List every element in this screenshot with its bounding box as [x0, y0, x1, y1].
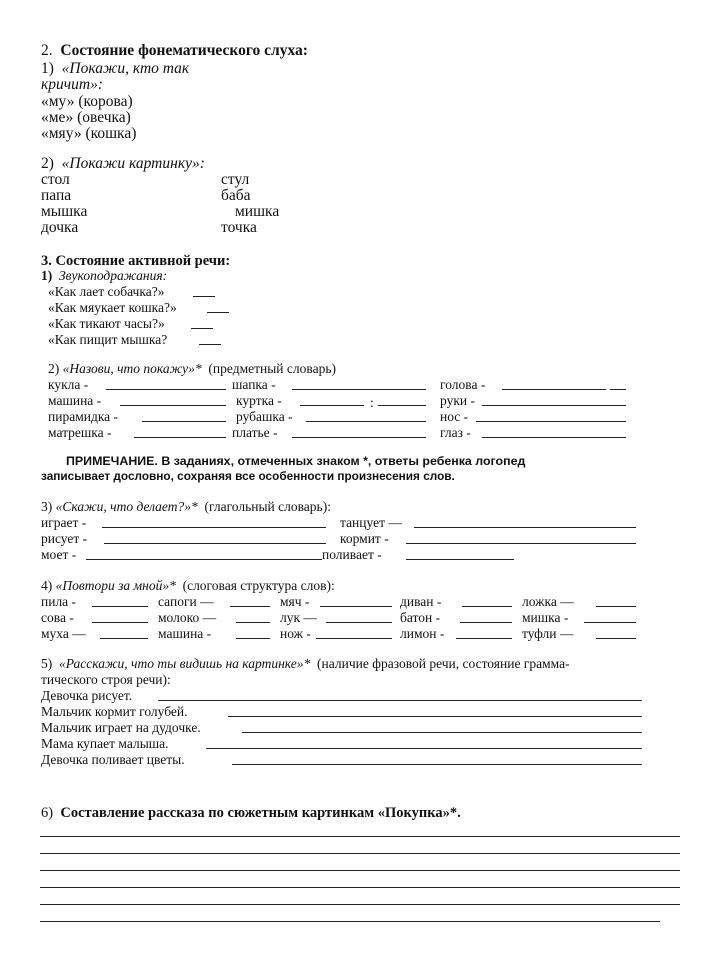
answer-line[interactable]	[92, 606, 148, 607]
answer-line[interactable]	[100, 638, 148, 639]
s3-q1-item: «Как лает собачка?»	[48, 284, 165, 299]
s3-q2-word: матрешка -	[48, 425, 112, 440]
s2-q2-right-word: мишка	[235, 203, 280, 220]
s3-q1-heading: 1) Звукоподражания:	[41, 268, 168, 283]
s3-q2-word: руки -	[440, 393, 475, 408]
answer-line[interactable]	[316, 638, 392, 639]
s6-heading: 6) Составление рассказа по сюжетным картинкам «Покупка»*.	[41, 805, 461, 821]
answer-line[interactable]	[207, 312, 229, 313]
answer-line[interactable]	[193, 296, 215, 297]
answer-line[interactable]	[158, 700, 642, 701]
syllable-word: туфли —	[522, 626, 574, 641]
syllable-word: нож -	[280, 626, 311, 641]
s2-q2-left-word: папа	[41, 187, 72, 204]
answer-line[interactable]	[460, 622, 512, 623]
answer-line[interactable]	[86, 559, 322, 560]
answer-line[interactable]	[596, 606, 636, 607]
answer-line[interactable]	[230, 606, 270, 607]
answer-line[interactable]	[378, 405, 426, 406]
syllable-word: молоко —	[158, 610, 217, 625]
answer-line[interactable]	[406, 543, 636, 544]
answer-line[interactable]	[476, 421, 626, 422]
s2-q2-right-word: стул	[221, 171, 250, 188]
verb-word: танцует —	[340, 515, 402, 530]
answer-line[interactable]	[502, 389, 606, 390]
answer-line[interactable]	[300, 405, 364, 406]
s3-q2-word: шапка -	[232, 377, 276, 392]
syllable-word: лук —	[280, 610, 317, 625]
answer-line[interactable]	[596, 638, 636, 639]
section-2-heading	[41, 42, 308, 59]
answer-line[interactable]	[326, 622, 392, 623]
story-answer-line[interactable]	[40, 887, 680, 888]
syllable-word: мяч -	[280, 594, 310, 609]
syllable-word: диван -	[400, 594, 442, 609]
story-answer-line[interactable]	[40, 921, 660, 922]
answer-line[interactable]	[232, 764, 642, 765]
sentence-item: Девочка рисует.	[41, 688, 133, 703]
s2-q1-item: «ме» (овечка)	[41, 109, 131, 126]
verb-word: кормит -	[340, 531, 389, 546]
story-answer-line[interactable]	[40, 853, 680, 854]
answer-line[interactable]	[292, 389, 426, 390]
answer-line[interactable]	[462, 606, 512, 607]
s3-q2-heading: 2) «Назови, что покажу»* (предметный словарь)	[48, 361, 336, 376]
answer-line[interactable]	[610, 389, 626, 390]
s2-q2-left-word: дочка	[41, 219, 79, 236]
verb-word: рисует -	[41, 531, 88, 546]
s3-q2-word: платье -	[232, 425, 278, 440]
s3-q1-item: «Как тикают часы?»	[48, 316, 165, 331]
s2-q1-line2: кричит»:	[41, 76, 103, 93]
answer-line[interactable]	[456, 638, 512, 639]
syllable-word: пила -	[41, 594, 77, 609]
section-2-title: Состояние фонематического слуха:	[60, 42, 308, 59]
answer-line[interactable]	[482, 405, 626, 406]
s3-q1-item: «Как мяукает кошка?»	[48, 300, 177, 315]
answer-line[interactable]	[142, 421, 226, 422]
answer-line[interactable]	[242, 732, 642, 733]
note-line-2: записывает дословно, сохраняя все особенности произнесения слов.	[41, 469, 455, 483]
verb-word: моет -	[41, 547, 77, 562]
s3-q2-word: нос -	[440, 409, 469, 424]
s3-q2-word: куртка -	[236, 393, 282, 408]
answer-line[interactable]	[191, 328, 213, 329]
answer-line[interactable]	[236, 638, 270, 639]
s2-q2-right-word: точка	[221, 219, 257, 236]
sentence-item: Мальчик играет на дудочке.	[41, 720, 201, 735]
s2-q2-left-word: стол	[41, 171, 70, 188]
answer-line[interactable]	[104, 543, 326, 544]
answer-line[interactable]	[102, 527, 326, 528]
verb-word: играет -	[41, 515, 87, 530]
answer-line[interactable]	[414, 527, 636, 528]
s2-q2-right-word: баба	[221, 187, 251, 204]
s3-q2-colon: :	[370, 395, 374, 410]
s3-3-heading: 3) «Скажи, что делает?»* (глагольный словарь):	[41, 499, 331, 514]
section-3-title: 3. Состояние активной речи:	[41, 253, 231, 269]
answer-line[interactable]	[120, 405, 226, 406]
story-answer-line[interactable]	[40, 904, 680, 905]
syllable-word: сапоги —	[158, 594, 214, 609]
answer-line[interactable]	[406, 559, 514, 560]
verb-word: поливает -	[322, 547, 382, 562]
answer-line[interactable]	[199, 344, 221, 345]
answer-line[interactable]	[206, 748, 642, 749]
syllable-word: машина -	[158, 626, 212, 641]
answer-line[interactable]	[106, 389, 226, 390]
syllable-word: лимон -	[400, 626, 445, 641]
syllable-word: батон -	[400, 610, 441, 625]
answer-line[interactable]	[292, 437, 426, 438]
sentence-item: Мама купает малыша.	[41, 736, 169, 751]
s3-q2-word: голова -	[440, 377, 486, 392]
answer-line[interactable]	[482, 437, 626, 438]
syllable-word: мишка -	[522, 610, 569, 625]
answer-line[interactable]	[236, 622, 270, 623]
syllable-word: сова -	[41, 610, 74, 625]
s2-q1-item: «му» (корова)	[41, 93, 133, 110]
s4-heading: 4) «Повтори за мной»* (слоговая структура слов):	[41, 578, 335, 593]
s3-q2-word: пирамидка -	[48, 409, 119, 424]
s3-q2-word: рубашка -	[236, 409, 293, 424]
story-answer-line[interactable]	[40, 870, 680, 871]
syllable-word: муха —	[41, 626, 86, 641]
sentence-item: Мальчик кормит голубей.	[41, 704, 188, 719]
s2-q2-heading: 2) «Покажи картинку»:	[41, 155, 205, 172]
s3-q2-word: кукла -	[48, 377, 89, 392]
s2-q1-line1: 1) «Покажи, кто так	[41, 60, 190, 77]
answer-line[interactable]	[584, 622, 636, 623]
story-answer-line[interactable]	[40, 836, 680, 837]
s5-note-cont: тического строя речи):	[41, 672, 171, 687]
s3-q1-item: «Как пищит мышка?	[48, 332, 168, 347]
s2-q1-item: «мяу» (кошка)	[41, 125, 137, 142]
note-line-1: ПРИМЕЧАНИЕ. В заданиях, отмеченных знаком *, ответы ребенка логопед	[66, 454, 526, 468]
syllable-word: ложка —	[522, 594, 574, 609]
answer-line[interactable]	[306, 421, 426, 422]
answer-line[interactable]	[134, 437, 226, 438]
s5-heading: 5) «Расскажи, что ты видишь на картинке»* (наличие фразовой речи, состояние грамма-	[41, 656, 570, 671]
answer-line[interactable]	[320, 606, 392, 607]
s3-q2-word: глаз -	[440, 425, 471, 440]
section-2-number: 2.	[41, 42, 53, 59]
answer-line[interactable]	[92, 622, 148, 623]
s2-q2-left-word: мышка	[41, 203, 88, 220]
answer-line[interactable]	[228, 716, 642, 717]
s3-q2-word: машина -	[48, 393, 102, 408]
sentence-item: Девочка поливает цветы.	[41, 752, 185, 767]
